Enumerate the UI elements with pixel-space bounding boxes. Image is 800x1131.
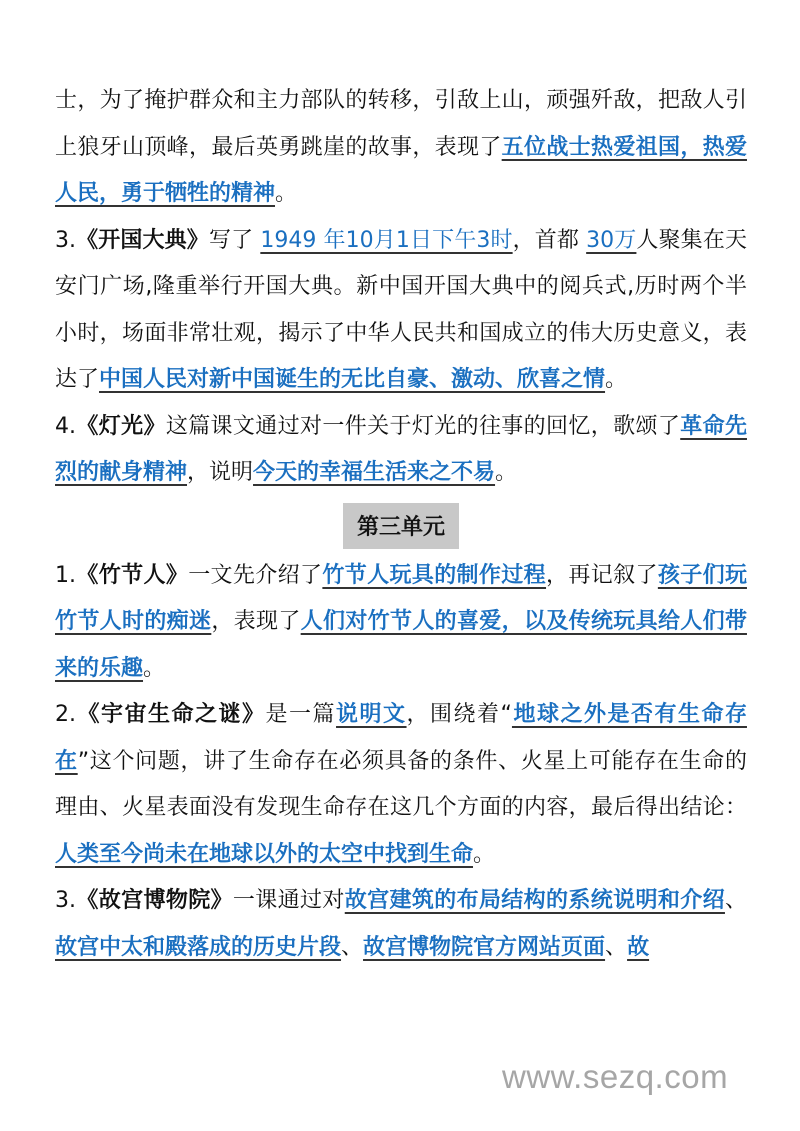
key-point-highlight: 30万 <box>586 227 637 253</box>
punctuation: 。 <box>605 367 628 392</box>
key-point-highlight: 竹节人玩具的制作过程 <box>322 562 547 588</box>
watermark: www.sezq.com <box>502 1058 729 1095</box>
key-point-highlight: 故宫中太和殿落成的历史片段 <box>55 934 342 960</box>
body-text: ，表现了 <box>211 609 301 634</box>
item-kaiguo-dadian <box>55 218 747 404</box>
item-yuzhou-shengming <box>55 692 747 878</box>
body-text: 人聚集在天安门广场,隆重举行开国大典。新中国开国大典中的阅兵式,历时两个半小时，场面非常壮观，揭示了中华人民共和国成立的伟大历史意义，表达了 <box>55 227 747 392</box>
body-text: 写了 <box>208 227 254 253</box>
punctuation: 、 <box>605 934 628 960</box>
item-number: 2. <box>55 702 76 727</box>
body-text: 是一篇 <box>265 702 337 727</box>
key-point-highlight: 革命先烈的献身精神 <box>55 413 747 485</box>
body-text: ，首都 <box>512 227 580 253</box>
punctuation: 。 <box>275 181 298 206</box>
key-point-highlight: 孩子们玩竹节人时的痴迷 <box>55 562 747 634</box>
key-point-highlight: 说明文 <box>336 702 407 727</box>
document-page <box>55 78 747 971</box>
key-point-highlight: 中国人民对新中国诞生的无比自豪、激动、欣喜之情 <box>99 367 606 392</box>
body-text: 士，为了掩护群众和主力部队的转移，引敌上山，顽强歼敌，把敌人引上狼牙山顶峰，最后英勇跳崖的故事，表现了 <box>55 88 747 160</box>
body-text: 一文先介绍了 <box>188 562 323 588</box>
lesson-title: 《开国大典》 <box>76 227 209 253</box>
key-point-highlight: 故宫博物院官方网站页面 <box>363 934 606 960</box>
body-text: 一课通过对 <box>232 888 345 913</box>
item-number: 3. <box>55 888 76 913</box>
punctuation: 、 <box>341 934 364 960</box>
body-text: ”这个问题，讲了生命存在必须具备的条件、火星上可能存在生命的理由、火星表面没有发现生命存在这几个方面的内容，最后得出结论： <box>55 748 747 820</box>
paragraph-langyashan-continued <box>55 78 747 218</box>
punctuation: 、 <box>724 888 747 913</box>
punctuation: 。 <box>495 460 518 485</box>
key-point-highlight: 1949 年10月1日下午3时 <box>260 227 513 253</box>
key-point-highlight: 今天的幸福生活来之不易 <box>253 460 496 485</box>
body-text: 这篇课文通过对一件关于灯光的往事的回忆，歌颂了 <box>165 413 681 439</box>
punctuation: 。 <box>143 655 166 681</box>
body-text: ，再记叙了 <box>546 562 658 588</box>
key-point-highlight: 人们对竹节人的喜爱，以及传统玩具给人们带来的乐趣 <box>55 609 747 681</box>
item-gugong-bowuyuan <box>55 878 747 971</box>
key-point-highlight: 地球之外是否有生命存在 <box>55 702 747 774</box>
item-zhujieren <box>55 553 747 693</box>
item-dengguang <box>55 404 747 497</box>
lesson-title: 《故宫博物院》 <box>76 888 233 913</box>
key-point-highlight: 五位战士热爱祖国，热爱人民，勇于牺牲的精神 <box>55 134 747 206</box>
item-number: 1. <box>55 562 76 588</box>
key-point-highlight: 人类至今尚未在地球以外的太空中找到生命 <box>55 841 474 867</box>
item-number: 4. <box>55 413 76 439</box>
key-point-highlight: 故 <box>627 934 650 960</box>
key-point-highlight: 故宫建筑的布局结构的系统说明和介绍 <box>344 888 725 913</box>
body-text: ，围绕着“ <box>406 702 512 727</box>
item-number: 3. <box>55 227 76 253</box>
section-heading-wrap <box>55 497 747 553</box>
body-text: ，说明 <box>187 460 254 485</box>
lesson-title: 《竹节人》 <box>76 562 189 588</box>
lesson-title: 《宇宙生命之谜》 <box>76 702 266 727</box>
section-heading: 第三单元 <box>343 503 459 549</box>
lesson-title: 《灯光》 <box>76 413 166 439</box>
punctuation: 。 <box>473 841 496 867</box>
